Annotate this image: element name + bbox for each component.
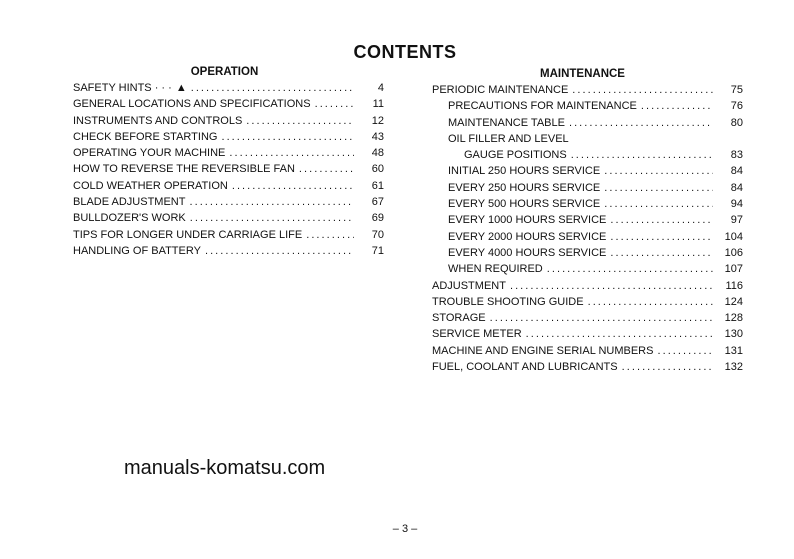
toc-entry — [432, 294, 743, 310]
toc-entry — [432, 163, 743, 179]
toc-entry-page: 116 — [725, 279, 743, 292]
operation-heading: OPERATION — [190, 66, 259, 78]
toc-entry — [432, 180, 743, 196]
toc-entry-label: COLD WEATHER OPERATION — [73, 179, 228, 192]
toc-entry-page: 4 — [377, 82, 384, 94]
toc-entry-label: MAINTENANCE TABLE — [448, 116, 565, 129]
toc-entry-page: 130 — [724, 328, 743, 341]
toc-entry-label: BLADE ADJUSTMENT — [73, 196, 186, 209]
toc-entry — [432, 245, 743, 261]
toc-entry — [73, 210, 384, 226]
toc-entry-label: EVERY 250 HOURS SERVICE — [448, 181, 601, 194]
toc-entry-page: 83 — [730, 149, 743, 162]
toc-entry-label: PRECAUTIONS FOR MAINTENANCE — [448, 100, 637, 113]
toc-entry-label: STORAGE — [432, 312, 486, 325]
maintenance-section — [432, 67, 743, 375]
toc-entry-label: TIPS FOR LONGER UNDER CARRIAGE LIFE — [73, 228, 303, 241]
toc-entry — [432, 82, 743, 98]
toc-entry-page: 84 — [730, 181, 743, 194]
toc-entry-page: 75 — [730, 84, 743, 96]
toc-entry — [432, 212, 743, 228]
toc-entry — [432, 229, 743, 245]
toc-entry — [73, 243, 384, 259]
toc-entry-label: FUEL, COOLANT AND LUBRICANTS — [432, 361, 618, 374]
page-title: CONTENTS — [353, 42, 457, 62]
toc-entry-label: OIL FILLER AND LEVEL — [448, 132, 569, 145]
watermark-text: manuals-komatsu.com — [124, 457, 326, 479]
toc-entry-page: 69 — [371, 212, 384, 225]
toc-entry-page: 71 — [371, 244, 384, 257]
toc-entry-label: SERVICE METER — [432, 328, 522, 341]
toc-entry-page: 67 — [371, 196, 384, 209]
toc-entry — [73, 129, 384, 145]
toc-entry-page: 80 — [730, 116, 743, 129]
toc-entry — [432, 98, 743, 114]
toc-entry-label: HOW TO REVERSE THE REVERSIBLE FAN — [73, 163, 295, 176]
toc-entry-label: EVERY 4000 HOURS SERVICE — [448, 246, 607, 259]
toc-entry-label: GENERAL LOCATIONS AND SPECIFICATIONS — [73, 98, 311, 111]
toc-entry-label: EVERY 1000 HOURS SERVICE — [448, 214, 607, 227]
toc-entry-page: 12 — [371, 114, 384, 127]
toc-entry-page: 84 — [730, 165, 743, 178]
toc-entry-page: 94 — [730, 198, 743, 211]
toc-entry-page: 104 — [724, 230, 743, 243]
toc-entry-page: 124 — [724, 295, 743, 308]
toc-entry-page: 106 — [724, 246, 743, 259]
toc-entry — [432, 261, 743, 277]
toc-entry-label: MACHINE AND ENGINE SERIAL NUMBERS — [432, 344, 654, 357]
toc-entry — [73, 145, 384, 161]
toc-entry-page: 128 — [724, 312, 743, 325]
toc-entry-label: PERIODIC MAINTENANCE — [432, 84, 569, 96]
toc-entry — [432, 278, 743, 294]
toc-entry-page: 131 — [724, 344, 743, 357]
toc-entry-page: 107 — [724, 263, 743, 276]
toc-entry-label: GAUGE POSITIONS — [464, 149, 567, 162]
toc-entry — [432, 343, 743, 359]
toc-entry-label: HANDLING OF BATTERY — [73, 244, 201, 257]
warning-triangle-icon: ▲ — [175, 82, 187, 94]
toc-entry-label: EVERY 500 HOURS SERVICE — [448, 198, 601, 211]
toc-entry — [432, 115, 743, 131]
toc-entry-label: ADJUSTMENT — [432, 279, 506, 292]
toc-entry — [73, 113, 384, 129]
toc-entry-page: 132 — [724, 361, 743, 374]
toc-entry-page: 11 — [372, 98, 384, 111]
toc-entry — [432, 310, 743, 326]
toc-entry-page: 70 — [371, 228, 384, 241]
toc-entry-page: 48 — [371, 147, 384, 160]
toc-entry — [432, 131, 743, 147]
toc-entry — [73, 80, 384, 96]
maintenance-heading: MAINTENANCE — [540, 68, 625, 80]
toc-entry-page: 60 — [371, 163, 384, 176]
toc-entry-page: 43 — [371, 130, 384, 143]
toc-entry-label: INSTRUMENTS AND CONTROLS — [73, 114, 243, 127]
toc-entry — [432, 196, 743, 212]
page-number: – 3 – — [392, 523, 418, 535]
toc-entry — [73, 194, 384, 210]
toc-entry-label: TROUBLE SHOOTING GUIDE — [432, 295, 584, 308]
toc-entry-page: 97 — [730, 214, 743, 227]
toc-entry-page: 61 — [371, 179, 384, 192]
toc-entry — [73, 96, 384, 112]
toc-entry-label: CHECK BEFORE STARTING — [73, 130, 218, 143]
operation-section — [73, 65, 384, 259]
toc-entry — [432, 359, 743, 375]
toc-entry-label: SAFETY HINTS · · · — [73, 82, 172, 94]
toc-entry — [432, 326, 743, 342]
toc-entry-page: 76 — [730, 100, 743, 113]
toc-entry — [73, 178, 384, 194]
toc-entry-label: EVERY 2000 HOURS SERVICE — [448, 230, 607, 243]
toc-entry — [432, 147, 743, 163]
toc-entry — [73, 161, 384, 177]
toc-entry-label: WHEN REQUIRED — [448, 263, 543, 276]
toc-entry — [73, 227, 384, 243]
toc-entry-label: OPERATING YOUR MACHINE — [73, 147, 226, 160]
toc-entry-label: BULLDOZER'S WORK — [73, 212, 186, 225]
toc-entry-label: INITIAL 250 HOURS SERVICE — [448, 165, 601, 178]
